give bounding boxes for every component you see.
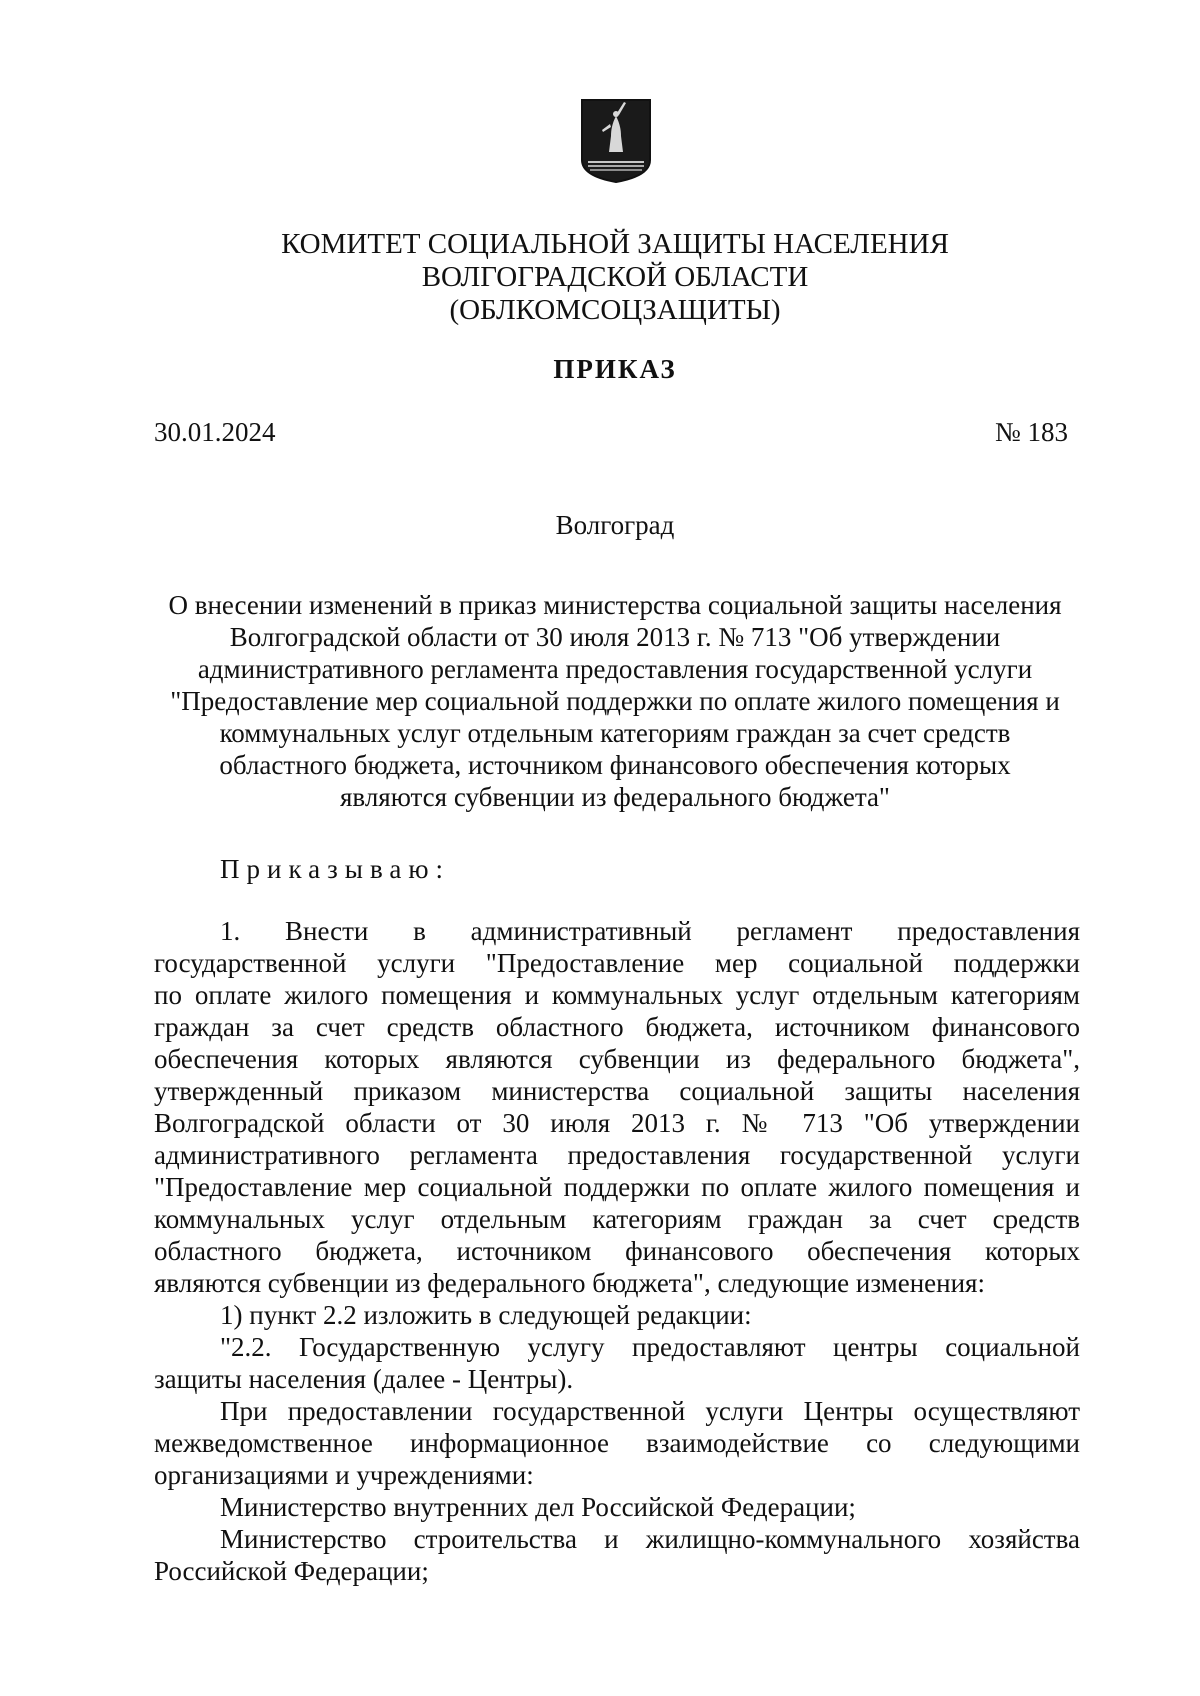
- title-line: О внесении изменений в приказ министерства социальной защиты населения: [168, 590, 1062, 620]
- body-line: При предоставлении государственной услуги Центры осуществляют: [220, 1396, 1080, 1426]
- header-line-1: КОМИТЕТ СОЦИАЛЬНОЙ ЗАЩИТЫ НАСЕЛЕНИЯ: [281, 228, 949, 260]
- header-line-3: (ОБЛКОМСОЦЗАЩИТЫ): [449, 294, 781, 326]
- body-line: Министерство внутренних дел Российской Федерации;: [220, 1492, 856, 1522]
- body-line: Волгоградской области от 30 июля 2013 г. № 713 "Об утверждении: [154, 1108, 1080, 1138]
- document-type: ПРИКАЗ: [553, 354, 677, 384]
- body-line: защиты населения (далее - Центры).: [154, 1364, 574, 1394]
- body-line: по оплате жилого помещения и коммунальных услуг отдельным категориям: [154, 980, 1080, 1010]
- body-line: обеспечения которых являются субвенции из федерального бюджета",: [154, 1044, 1080, 1074]
- title-line: являются субвенции из федерального бюджета": [340, 782, 890, 812]
- document-city: Волгоград: [555, 510, 675, 540]
- document-title: [148, 589, 1082, 813]
- document-date: 30.01.2024: [154, 417, 276, 447]
- body-line: организациями и учреждениями:: [154, 1460, 534, 1490]
- order-word: Приказываю:: [220, 854, 450, 884]
- body-line: 1. Внести в административный регламент предоставления: [220, 916, 1080, 946]
- body-line: Российской Федерации;: [154, 1556, 429, 1586]
- body-line: коммунальных услуг отдельным категориям граждан за счет средств: [154, 1204, 1080, 1234]
- body-line: 1) пункт 2.2 изложить в следующей редакции:: [220, 1300, 752, 1330]
- header-line-2: ВОЛГОГРАДСКОЙ ОБЛАСТИ: [421, 261, 809, 293]
- body-line: Министерство строительства и жилищно-коммунального хозяйства: [220, 1524, 1080, 1554]
- body-line: областного бюджета, источником финансового обеспечения которых: [154, 1236, 1080, 1266]
- title-line: "Предоставление мер социальной поддержки по оплате жилого помещения и: [170, 686, 1060, 716]
- volgograd-emblem-icon: [580, 98, 652, 184]
- body-line: "Предоставление мер социальной поддержки по оплате жилого помещения и: [154, 1172, 1080, 1202]
- document-body: [154, 915, 1080, 1587]
- document-number: № 183: [994, 417, 1068, 447]
- organization-header: [150, 228, 1080, 327]
- body-line: граждан за счет средств областного бюджета, источником финансового: [154, 1012, 1080, 1042]
- title-line: Волгоградской области от 30 июля 2013 г. № 713 "Об утверждении: [229, 622, 1001, 652]
- body-line: утвержденный приказом министерства социальной защиты населения: [154, 1076, 1080, 1106]
- body-line: "2.2. Государственную услугу предоставляют центры социальной: [220, 1332, 1080, 1362]
- body-line: административного регламента предоставления государственной услуги: [154, 1140, 1080, 1170]
- body-line: межведомственное информационное взаимодействие со следующими: [154, 1428, 1080, 1458]
- title-line: административного регламента предоставления государственной услуги: [197, 654, 1033, 684]
- body-line: государственной услуги "Предоставление мер социальной поддержки: [154, 948, 1080, 978]
- body-line: являются субвенции из федерального бюджета", следующие изменения:: [154, 1268, 985, 1298]
- title-line: областного бюджета, источником финансового обеспечения которых: [219, 750, 1011, 780]
- title-line: коммунальных услуг отдельным категориям граждан за счет средств: [219, 718, 1011, 748]
